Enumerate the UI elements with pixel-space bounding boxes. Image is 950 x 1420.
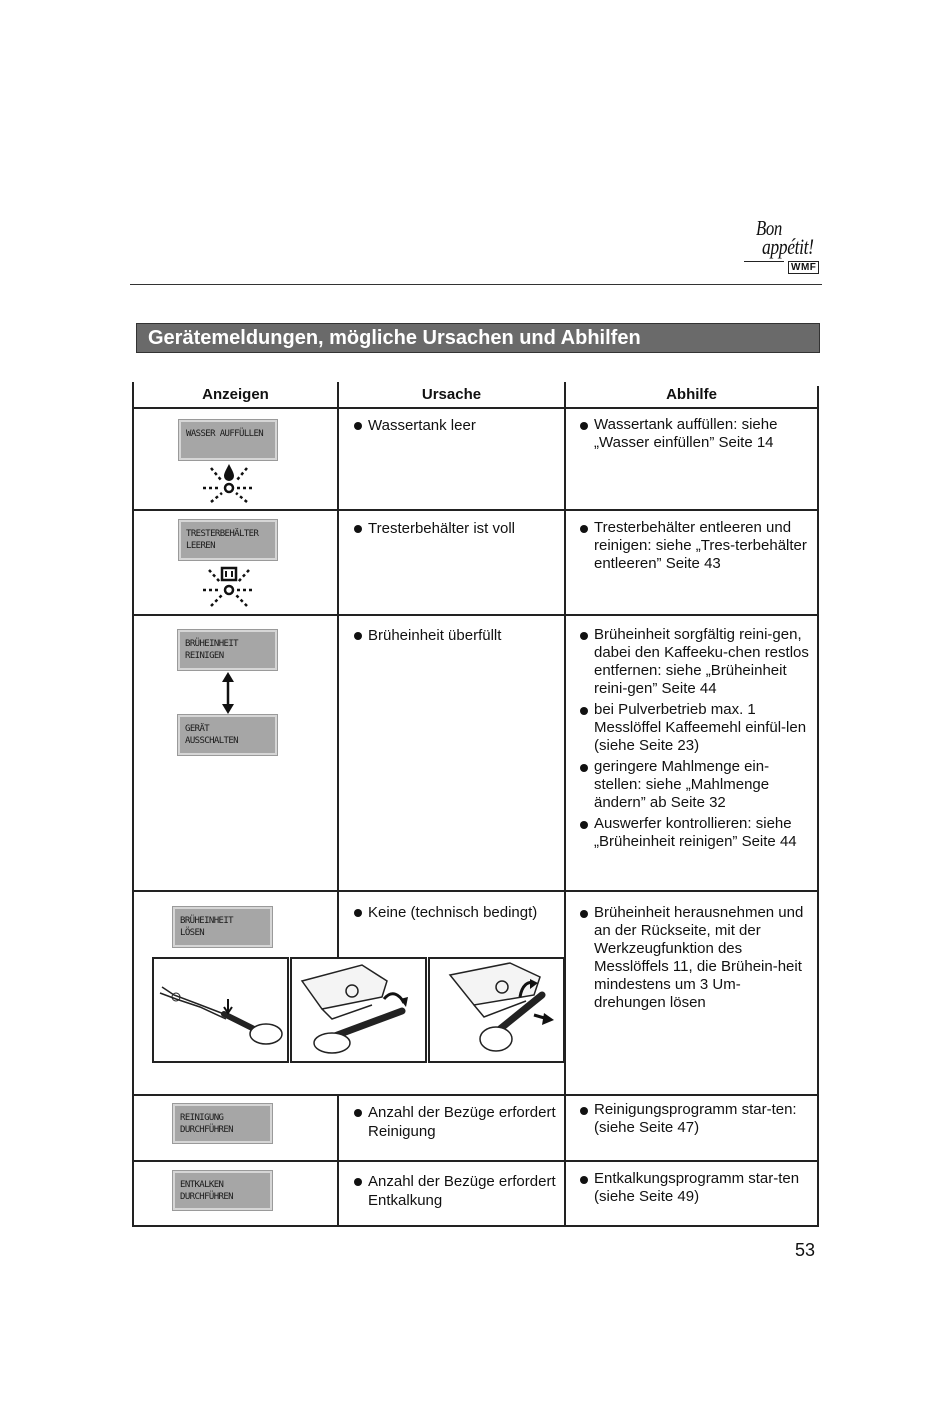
cause-cell — [354, 626, 559, 647]
logo-rule — [744, 261, 784, 262]
cause-cell — [354, 903, 559, 924]
remedy-text: Tresterbehälter entleeren und reinigen: siehe „Tres-terbehälter entleeren” Seite 43 — [594, 519, 807, 572]
row-rule-4 — [132, 1094, 819, 1096]
row-rule-1 — [132, 509, 819, 511]
water-drop-icon — [199, 460, 259, 504]
remedy-cell — [580, 1101, 805, 1140]
cause-text: Anzahl der Bezüge erfordert Entkalkung — [368, 1173, 556, 1209]
remedy-text: Brüheinheit sorgfältig reini-gen, dabei den Kaffeeku-chen restlos entfernen: siehe „Brüheinheit reini-gen” Seite 44 — [594, 626, 809, 697]
double-arrow-icon — [220, 670, 236, 716]
brewing-unit-illustration — [428, 957, 565, 1063]
cause-text: Wassertank leer — [368, 417, 476, 434]
row-rule-5 — [132, 1160, 819, 1162]
cause-cell — [354, 519, 559, 540]
table-bottom-rule — [132, 1225, 819, 1227]
remedy-cell — [580, 416, 810, 455]
cause-cell — [354, 1103, 559, 1143]
header-anzeigen: Anzeigen — [202, 386, 269, 403]
header-ursache: Ursache — [421, 386, 482, 403]
header-rule — [132, 407, 819, 409]
brewing-unit-illustration — [290, 957, 427, 1063]
remedy-text: Reinigungsprogramm star-ten: (siehe Seite 47) — [594, 1101, 797, 1136]
display-geraet-ausschalten: GERÄT AUSSCHALTEN — [178, 715, 277, 755]
remedy-text: Wassertank auffüllen: siehe „Wasser einfüllen” Seite 14 — [594, 416, 778, 451]
table-border-right — [817, 386, 819, 1227]
display-brueheinheit-loesen: BRÜHEINHEIT LÖSEN — [173, 907, 272, 947]
cause-text: Tresterbehälter ist voll — [368, 520, 515, 537]
cause-cell — [354, 416, 559, 437]
display-wasser-auffuellen: WASSER AUFFÜLLEN — [179, 420, 277, 460]
remedy-cell — [580, 519, 810, 576]
display-entkalken-durchfuehren: ENTKALKEN DURCHFÜHREN — [173, 1171, 272, 1210]
bon-appetit-logo — [742, 212, 824, 278]
logo-line1: Bon — [756, 216, 782, 240]
remedy-cell — [580, 626, 812, 854]
section-title: Gerätemeldungen, mögliche Ursachen und Abhilfen — [136, 323, 820, 353]
logo-line2: appétit! — [762, 234, 814, 259]
cause-cell — [354, 1172, 559, 1212]
remedy-cell — [580, 1170, 805, 1209]
cause-text: Keine (technisch bedingt) — [368, 904, 538, 921]
remedy-cell — [580, 904, 812, 1015]
cause-text: Brüheinheit überfüllt — [368, 627, 502, 644]
brand-logo: WMF — [788, 261, 819, 274]
display-tresterbehaelter-leeren: TRESTERBEHÄLTER LEEREN — [179, 520, 277, 560]
header-abhilfe: Abhilfe — [666, 386, 717, 403]
remedy-text: Brüheinheit herausnehmen und an der Rückseite, mit der Werkzeugfunktion des Messlöffels 11, die Brühein-heit mindestens um 3 Um-drehungen lösen — [594, 904, 804, 1011]
grounds-container-icon — [199, 562, 259, 610]
cause-text: Anzahl der Bezüge erfordert Reinigung — [368, 1104, 556, 1140]
row-rule-3 — [132, 890, 819, 892]
column-divider-1a — [337, 382, 339, 957]
page-number: 53 — [795, 1240, 816, 1260]
header-divider — [130, 284, 822, 285]
remedy-text: geringere Mahlmenge ein-stellen: siehe „Mahlmenge ändern” ab Seite 32 — [594, 758, 770, 811]
row-rule-2 — [132, 614, 819, 616]
measuring-spoon-illustration — [152, 957, 289, 1063]
display-brueheinheit-reinigen: BRÜHEINHEIT REINIGEN — [178, 630, 277, 670]
display-reinigung-durchfuehren: REINIGUNG DURCHFÜHREN — [173, 1104, 272, 1143]
remedy-text: Auswerfer kontrollieren: siehe „Brüheinheit reinigen” Seite 44 — [594, 815, 797, 850]
remedy-text: Entkalkungsprogramm star-ten (siehe Seite 49) — [594, 1170, 800, 1205]
remedy-text: bei Pulverbetrieb max. 1 Messlöffel Kaffeemehl einfül-len (siehe Seite 23) — [594, 701, 807, 754]
